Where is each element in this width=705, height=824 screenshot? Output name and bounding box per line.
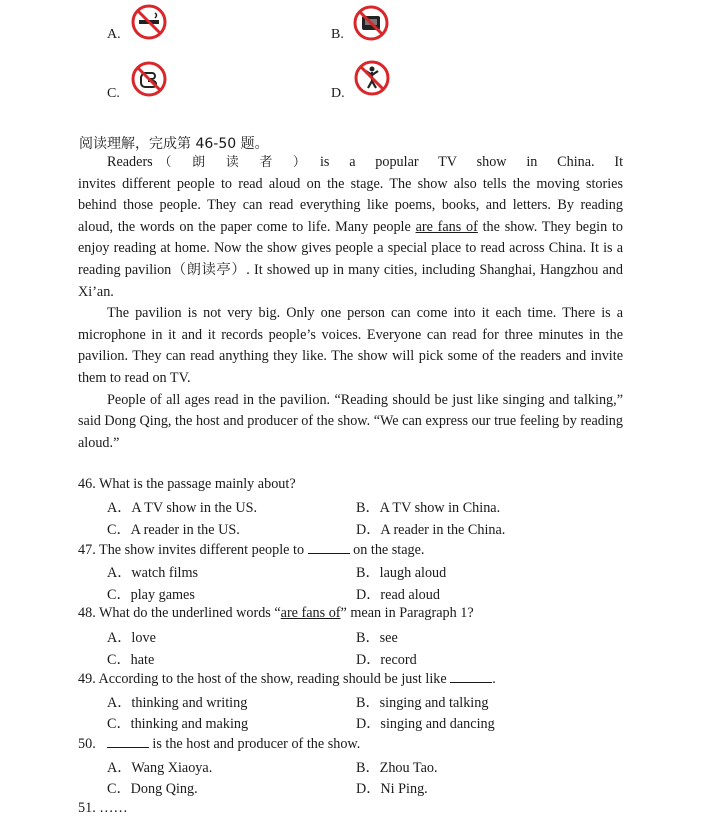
answer-blank <box>107 735 149 748</box>
question-text-after: ” mean in Paragraph 1? <box>340 605 474 621</box>
option-46-d[interactable]: D．A reader in the China. <box>356 522 506 538</box>
option-50-c[interactable]: C．Dong Qing. <box>107 781 198 797</box>
p1-text-a: invites different people to read aloud on the stage. The show also tells the moving stories behind those people. They can read everything like poems, books, and letters. By reading aloud, the words on the paper come to life. Many people <box>78 175 623 235</box>
p1-text-b: the show. They begin to enjoy reading at home. Now the show gives people a special place to read across China. It is a reading pavilion（朗读亭）. It showed up in many cities, including Shanghai, Hangzhou and Xi’an. <box>78 218 624 300</box>
option-50-d[interactable]: D．Ni Ping. <box>356 781 428 797</box>
question-number: 46. <box>78 476 96 492</box>
question-47 <box>78 541 424 559</box>
option-47-b[interactable]: B．laugh aloud <box>356 565 447 581</box>
question-number: 48. <box>78 605 96 621</box>
option-label-b: B. <box>331 27 344 42</box>
option-48-b[interactable]: B．see <box>356 630 398 646</box>
p1-rest-line1: is a popular TV show in China. It <box>319 154 624 170</box>
question-text-after: is the host and producer of the show. <box>152 736 361 752</box>
question-49 <box>78 670 496 688</box>
question-text-after: on the stage. <box>353 542 425 558</box>
option-48-d[interactable]: D．record <box>356 652 417 668</box>
option-50-b[interactable]: B．Zhou Tao. <box>356 760 438 776</box>
option-48-c[interactable]: C．hate <box>107 652 155 668</box>
answer-blank <box>308 541 350 554</box>
no-touching-icon <box>131 61 167 97</box>
question-underlined: are fans of <box>280 605 341 621</box>
section-heading: 阅读理解，完成第 46-50 题。 <box>79 136 269 152</box>
option-49-b[interactable]: B．singing and talking <box>356 695 489 711</box>
reading-passage <box>78 152 623 454</box>
question-text: What is the passage mainly about? <box>99 476 296 492</box>
p1-cn-title: （ 朗 读 者 ） <box>158 155 315 170</box>
option-48-a[interactable]: A．love <box>107 630 156 646</box>
answer-blank <box>450 670 492 683</box>
option-49-a[interactable]: A．thinking and writing <box>107 695 248 711</box>
question-number: 47. <box>78 542 96 558</box>
question-48 <box>78 605 474 622</box>
option-47-c[interactable]: C．play games <box>107 587 195 603</box>
question-51 <box>78 800 128 817</box>
option-label-c: C. <box>107 86 120 101</box>
option-50-a[interactable]: A．Wang Xiaoya. <box>107 760 213 776</box>
question-46 <box>78 476 296 493</box>
no-climbing-icon <box>354 60 390 96</box>
question-text-before: What do the underlined words “ <box>99 605 281 621</box>
question-number: 49. <box>78 671 96 687</box>
option-47-d[interactable]: D．read aloud <box>356 587 440 603</box>
option-46-b[interactable]: B．A TV show in China. <box>356 500 501 516</box>
paragraph-3: People of all ages read in the pavilion. “Reading should be just like singing and talking,” said Dong Qing, the host and producer of the show. “We can express our true feeling by reading aloud.” <box>78 391 623 451</box>
underlined-phrase: are fans of <box>415 218 478 235</box>
question-text-before: The show invites different people to <box>99 542 305 558</box>
question-text-before: According to the host of the show, reading should be just like <box>98 671 447 687</box>
question-text: …… <box>99 800 128 816</box>
option-46-c[interactable]: C．A reader in the US. <box>107 522 240 538</box>
no-smoking-icon <box>131 4 167 40</box>
question-number: 50. <box>78 736 96 752</box>
no-phone-icon <box>353 5 389 41</box>
paragraph-2: The pavilion is not very big. Only one person can come into it each time. There is a microphone in it and it records people’s voices. Everyone can read for three minutes in the pavilion. They can read anything they like. The show will pick some of the readers and invite them to read on TV. <box>78 305 623 386</box>
option-49-c[interactable]: C．thinking and making <box>107 716 249 732</box>
option-47-a[interactable]: A．watch films <box>107 565 199 581</box>
question-text-after: . <box>492 671 496 687</box>
option-49-d[interactable]: D．singing and dancing <box>356 716 495 732</box>
p1-start: Readers <box>107 154 153 170</box>
option-label-a: A. <box>107 27 121 42</box>
option-label-d: D. <box>331 86 345 101</box>
option-46-a[interactable]: A．A TV show in the US. <box>107 500 258 516</box>
paragraph-1 <box>78 152 623 303</box>
question-number: 51. <box>78 800 96 816</box>
question-50 <box>78 735 360 753</box>
